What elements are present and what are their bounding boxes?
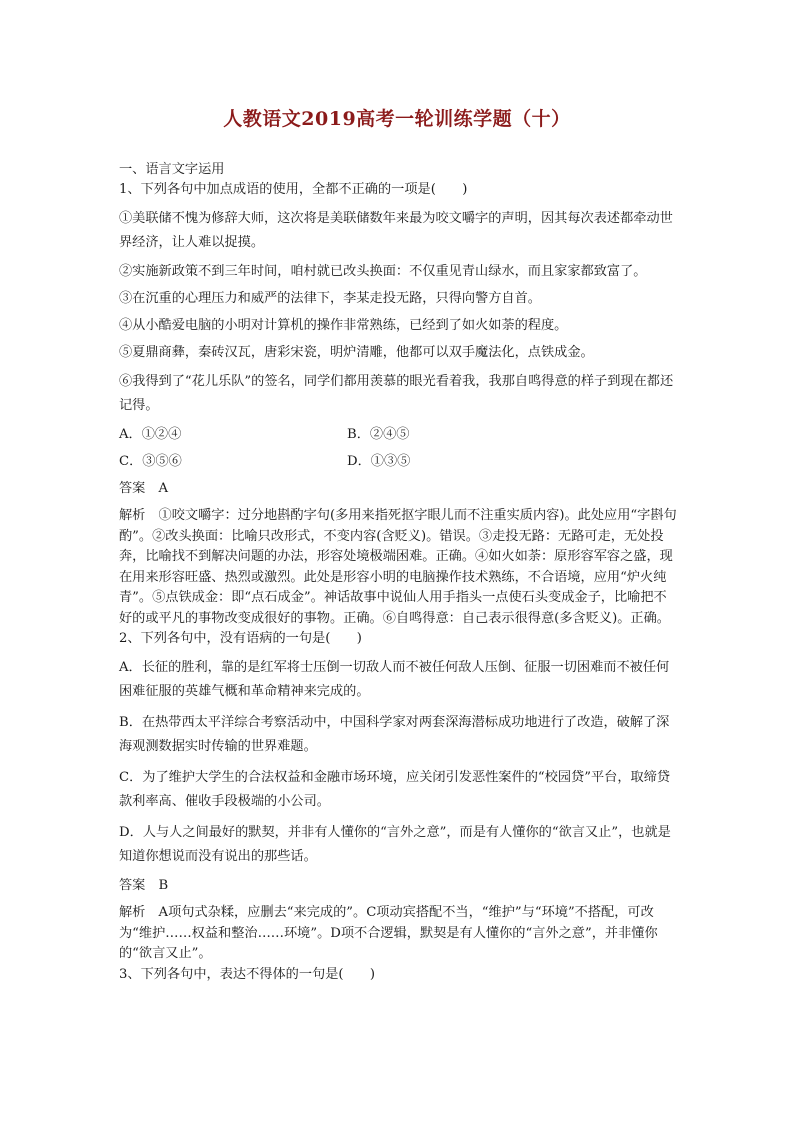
question-item: A．长征的胜利，靠的是红军将士压倒一切敌人而不被任何敌人压倒、征服一切困难而不被任何困难征服的英雄气概和革命精神来完成的。 [119,660,670,699]
explanation: 解析 A项句式杂糅，应删去“来完成的”。C项动宾搭配不当，“维护”与“环境”不搭配，可改为“维护……权益和整治……环境”。D项不合逻辑，默契是有人懂你的“言外之意”，并非懂你的“欲言又止”。 [119,905,658,961]
question-2 [119,629,679,965]
question-item: C．为了维护大学生的合法权益和金融市场环境，应关闭引发恶性案件的“校园贷”平台，取缔贷款利率高、催收手段极端的小公司。 [119,770,671,809]
options-row [119,425,679,445]
option-c: C．③⑤⑥ [119,454,182,469]
options-row [119,452,679,472]
section-heading: 一、语言文字运用 [119,162,225,177]
option-b: B．②④⑤ [347,427,410,442]
question-item: ④从小酷爱电脑的小明对计算机的操作非常熟练，已经到了如火如荼的程度。 [119,318,568,333]
question-item: B．在热带西太平洋综合考察活动中，中国科学家对两套深海潜标成功地进行了改造，破解了深海观测数据实时传输的世界难题。 [119,715,670,754]
question-item: ③在沉重的心理压力和威严的法律下，李某走投无路，只得向警方自首。 [119,291,541,306]
question-item: ②实施新政策不到三年时间，咱村就已改头换面：不仅重见青山绿水，而且家家都致富了。 [119,264,647,279]
question-stem: 1、下列各句中加点成语的使用，全都不正确的一项是( ) [119,182,468,197]
question-item: ⑥我得到了“花儿乐队”的签名，同学们都用羡慕的眼光看着我，我那自鸣得意的样子到现在都还记得。 [119,374,674,413]
question-stem: 3、下列各句中，表达不得体的一句是( ) [119,966,376,982]
document-body [119,160,679,985]
option-a: A．①②④ [119,427,182,442]
question-item: ⑤夏鼎商彝，秦砖汉瓦，唐彩宋瓷，明炉清雕，他都可以双手魔法化，点铁成金。 [119,345,594,360]
page-title: 人教语文2019高考一轮训练学题（十） [223,108,571,130]
question-item: ①美联储不愧为修辞大师，这次将是美联储数年来最为咬文嚼字的声明，因其每次表述都牵动世界经济，让人难以捉摸。 [119,211,673,250]
question-stem: 2、下列各句中，没有语病的一句是( ) [119,631,362,646]
answer-line: 答案 A [119,481,169,496]
question-1 [119,180,679,629]
question-item: D．人与人之间最好的默契，并非有人懂你的“言外之意”，而是有人懂你的“欲言又止”，也就是知道你想说而没有说出的那些话。 [119,825,671,864]
explanation: 解析 ①咬文嚼字：过分地斟酌字句(多用来指死抠字眼儿而不注重实质内容)。此处应用“字斟句酌”。②改头换面：比喻只改形式，不变内容(含贬义)。错误。③走投无路：无路可走，无处投奔，比喻找不到解决问题的办法，形容处境极端困难。正确。④如火如荼：原形容军容之盛，现在用来形容旺盛、热烈或激烈。此处是形容小明的电脑操作技术熟练，不合语境，应用“炉火纯青”。⑤点铁成金：即“点石成金”。神话故事中说仙人用手指头一点使石头变成金子，比喻把不好的或平凡的事物改变成很好的事物。正确。⑥自鸣得意：自己表示很得意(多含贬义)。正确。 [119,508,677,626]
option-d: D．①③⑤ [347,454,411,469]
answer-line: 答案 B [119,878,169,893]
question-3 [119,965,679,985]
